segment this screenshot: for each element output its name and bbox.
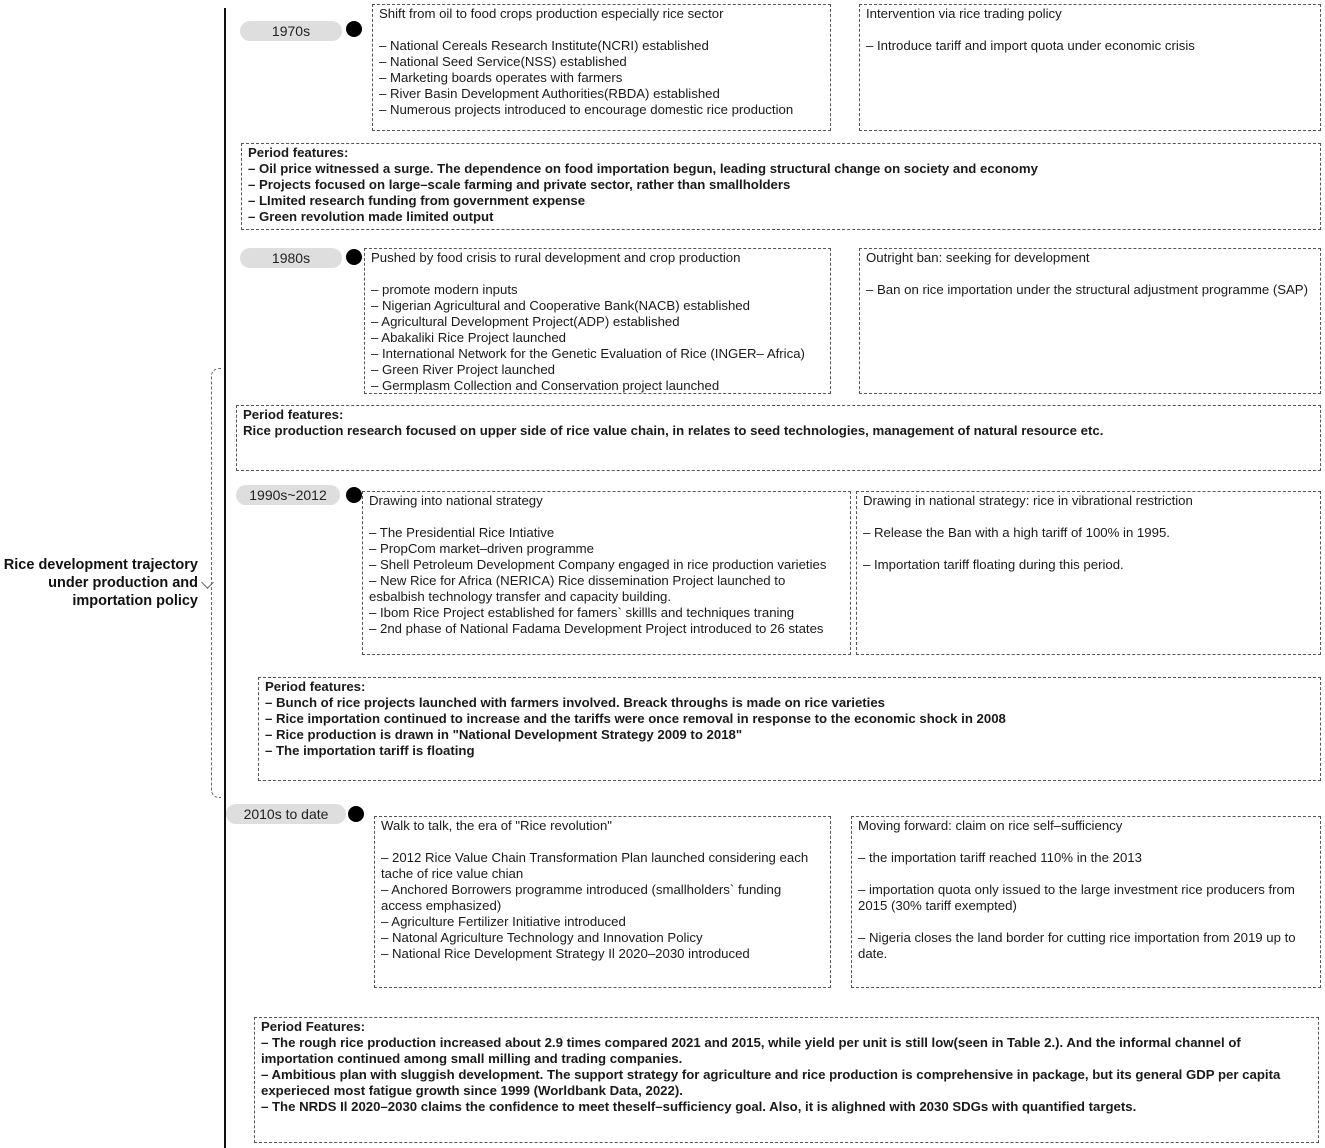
timeline-marker-1970s (346, 21, 362, 37)
period-features-1980s: Period features: Rice production research focused on upper side of rice value chain, in relates to seed technologies, management of natural resource etc. (236, 405, 1321, 471)
trade-policy-box-1980s: Outright ban: seeking for development – Ban on rice importation under the structural adjustment programme (SAP) (859, 248, 1321, 394)
production-box-1990s-2012: Drawing into national strategy – The Presidential Rice Intiative – PropCom market–driven programme – Shell Petroleum Development Company engaged in rice production varieties – New Rice for Africa (NERICA) Rice dissemination Project launched to esbalbish technology transfer and capacity building. – Ibom Rice Project established for famers` skillls and techniques traning – 2nd phase of National Fadama Development Project introduced to 26 states (362, 491, 851, 655)
era-label-2010s-to-date: 2010s to date (226, 804, 346, 824)
timeline-marker-1990s-2012 (346, 487, 362, 503)
period-features-2010s-to-date: Period Features: – The rough rice production increased about 2.9 times compared 2021 and 2015, while yield per unit is still low(seen in Table 2.). And the informal channel of importation continued among small milling and trading companies. – Ambitious plan with sluggish development. The support strategy for agriculture and rice production is comprehensive in package, but its general GDP per capita experieced most fatigue growth since 1999 (Worldbank Data, 2022). – The NRDS Il 2020–2030 claims the confidence to meet theself–sufficiency goal. Also, it is alighned with 2030 SDGs with quantified targets. (254, 1017, 1319, 1143)
era-label-1970s: 1970s (240, 21, 342, 41)
diagram-title: Rice development trajectory under production and importation policy (3, 557, 198, 609)
trade-policy-box-1970s: Intervention via rice trading policy – Introduce tariff and import quota under economic crisis (859, 4, 1321, 131)
production-box-2010s-to-date: Walk to talk, the era of "Rice revolution" – 2012 Rice Value Chain Transformation Plan launched considering each tache of rice value chian – Anchored Borrowers programme introduced (smallholders` funding access emphasized) – Agriculture Fertilizer Initiative introduced – Natonal Agriculture Technology and Innovation Policy – National Rice Development Strategy Il 2020–2030 introduced (374, 816, 831, 988)
production-box-1970s: Shift from oil to food crops production especially rice sector – National Cereals Research Institute(NCRI) established – National Seed Service(NSS) established – Marketing boards operates with farmers – River Basin Development Authorities(RBDA) established – Numerous projects introduced to encourage domestic rice production (372, 4, 831, 131)
production-box-1980s: Pushed by food crisis to rural development and crop production – promote modern inputs – Nigerian Agricultural and Cooperative Bank(NACB) established – Agricultural Development Project(ADP) established – Abakaliki Rice Project launched – International Network for the Genetic Evaluation of Rice (INGER– Africa) – Green River Project launched – Germplasm Collection and Conservation project launched (364, 248, 831, 394)
timeline-axis (224, 8, 226, 1148)
trade-policy-box-1990s-2012: Drawing in national strategy: rice in vibrational restriction – Release the Ban with a high tariff of 100% in 1995. – Importation tariff floating during this period. (856, 491, 1321, 655)
era-label-1980s: 1980s (240, 248, 342, 268)
period-features-1990s-2012: Period features: – Bunch of rice projects launched with farmers involved. Breack throughs is made on rice varieties – Rice importation continued to increase and the tariffs were once removal in response to the economic shock in 2008 – Rice production is drawn in "National Development Strategy 2009 to 2018" – The importation tariff is floating (258, 677, 1321, 781)
era-label-1990s-2012: 1990s~2012 (236, 485, 340, 505)
timeline-marker-1980s (346, 249, 362, 265)
timeline-marker-2010s-to-date (348, 806, 364, 822)
period-features-1970s: Period features: – Oil price witnessed a surge. The dependence on food importation begun, leading structural change on society and economy – Projects focused on large–scale farming and private sector, rather than smallholders – LImited research funding from government expense – Green revolution made limited output (241, 143, 1321, 230)
trade-policy-box-2010s-to-date: Moving forward: claim on rice self–sufficiency – the importation tariff reached 110% in the 2013 – importation quota only issued to the large investment rice producers from 2015 (30% tariff exempted) – Nigeria closes the land border for cutting rice importation from 2019 up to date. (851, 816, 1321, 988)
